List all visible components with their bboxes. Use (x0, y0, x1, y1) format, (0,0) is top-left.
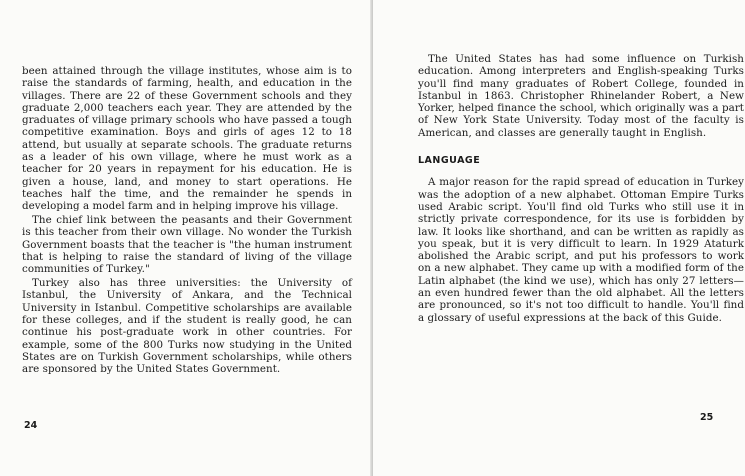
right-page (373, 0, 745, 476)
section-heading-language: LANGUAGE (418, 155, 481, 167)
right-page-text (418, 53, 744, 325)
left-page (0, 0, 372, 476)
paragraph-chief-link: The chief link between the peasants and their Government is this teacher from their own village. No wonder the Turkish Government boasts that the teacher is "the human instrument that is helping to raise the standard of living of the village communities of Turkey." (22, 214, 352, 276)
left-page-text (22, 65, 352, 377)
page-number-right: 25 (700, 412, 714, 423)
paragraph-alphabet: A major reason for the rapid spread of education in Turkey was the adoption of a new alphabet. Ottoman Empire Turks used Arabic script. You'll find old Turks who still use it in strictly private correspondence, for its use is forbidden by law. It looks like shorthand, and can be written as rapidly as you speak, but it is very difficult to learn. In 1929 Ataturk abolished the Arabic script, and put his professors to work on a new alphabet. They came up with a modified form of the Latin alphabet (the kind we use), which has only 27 letters—an even hundred fewer than the old alphabet. All the letters are pronounced, so it's not too difficult to handle. You'll find a glossary of useful expressions at the back of this Guide. (418, 176, 744, 324)
paragraph-universities: Turkey also has three universities: the University of Istanbul, the University of Ankara, and the Technical University in Istanbul. Competitive scholarships are available for these colleges, and if the student is really good, he can continue his post-graduate work in other countries. For example, some of the 800 Turks now studying in the United States are on Turkish Government scholarships, while others are sponsored by the United States Government. (22, 277, 352, 376)
paragraph-us-influence: The United States has had some influence on Turkish education. Among interpreters and English-speaking Turks you'll find many graduates of Robert College, founded in Istanbul in 1863. Christopher Rhinelander Robert, a New Yorker, helped finance the school, which originally was a part of New York State University. Today most of the faculty is American, and classes are generally taught in English. (418, 53, 744, 139)
paragraph-village-institutes: been attained through the village institutes, whose aim is to raise the standards of farming, health, and education in the villages. There are 22 of these Government schools and they graduate 2,000 teachers each year. They are attended by the graduates of village primary schools who have passed a tough competitive examination. Boys and girls of ages 12 to 18 attend, but usually at separate schools. The graduate returns as a leader of his own village, where he must work as a teacher for 20 years in repayment for his education. He is given a house, land, and money to start operations. He teaches half the time, and the remainder he spends in developing a model farm and in helping improve his village. (22, 65, 352, 213)
page-number-left: 24 (24, 420, 38, 431)
